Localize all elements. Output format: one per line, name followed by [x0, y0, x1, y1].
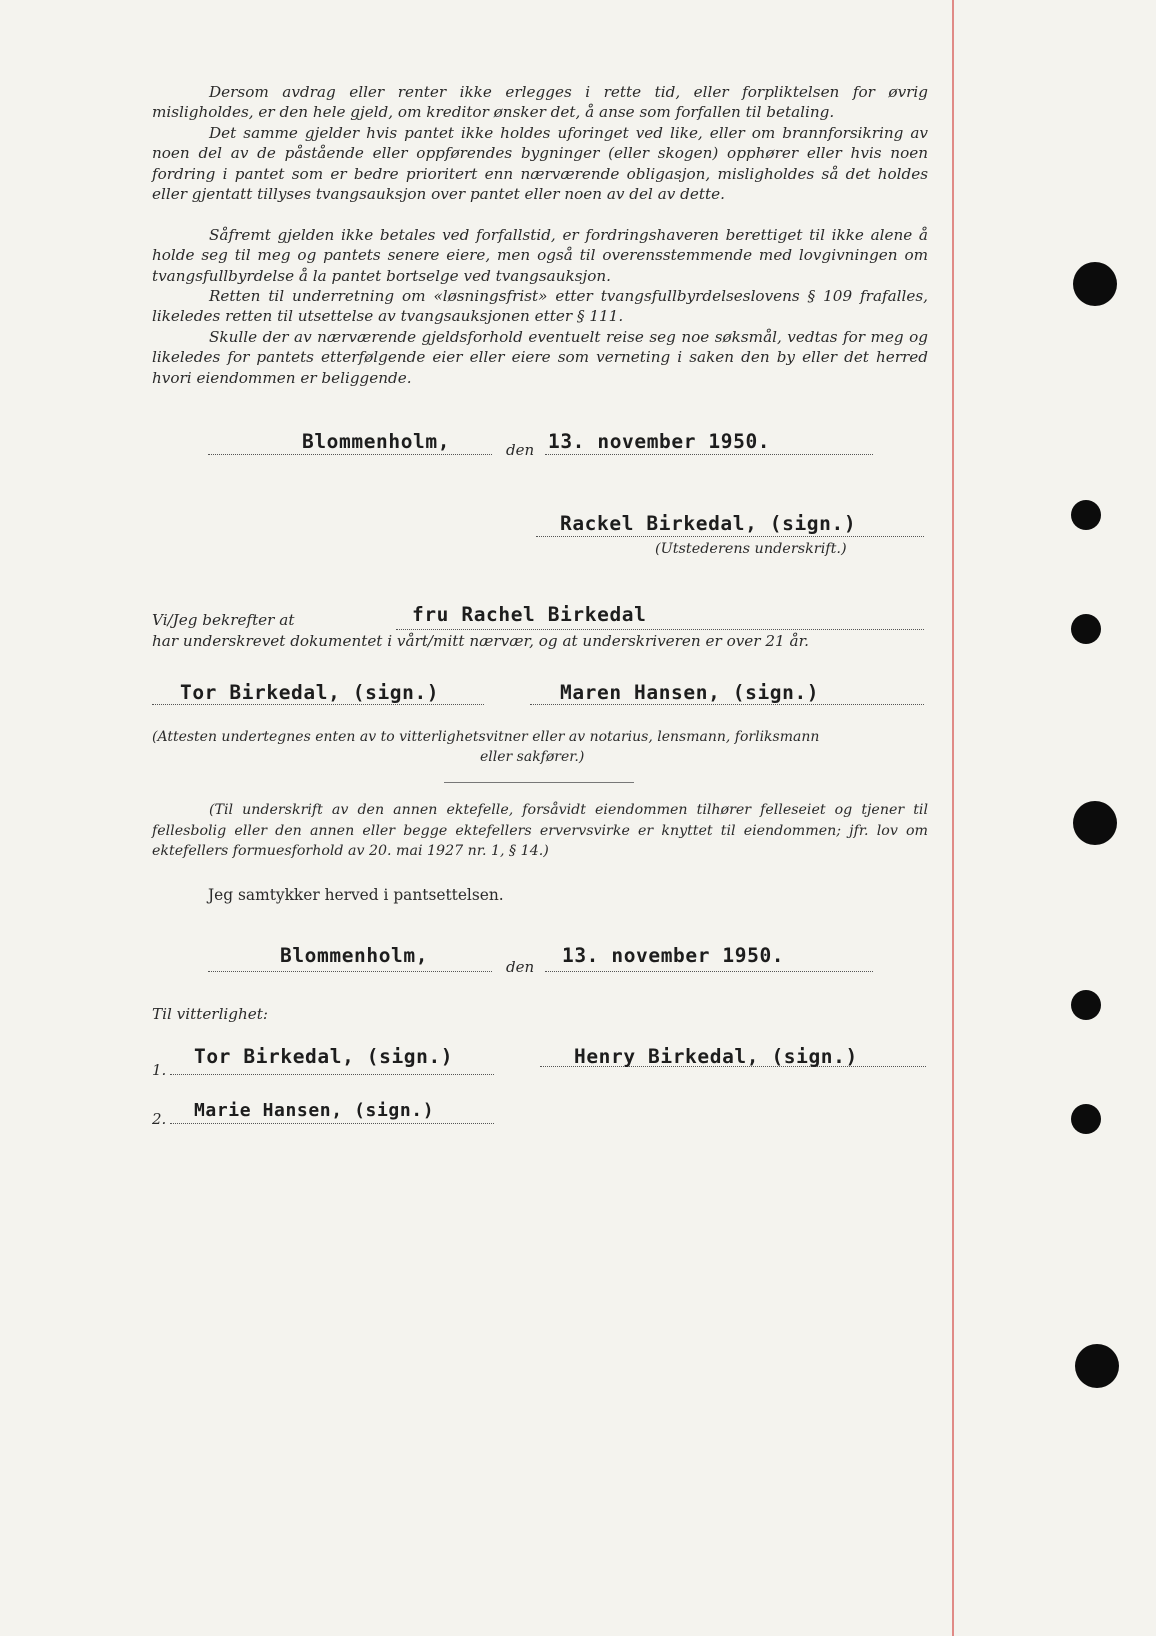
binder-hole [1071, 990, 1101, 1020]
witness-line-2 [530, 704, 924, 705]
witness-1-signature: Tor Birkedal, (sign.) [194, 1045, 454, 1068]
date-line [545, 454, 873, 455]
issuer-caption: (Utstederens underskrift.) [655, 541, 847, 557]
binder-hole [1073, 262, 1117, 306]
witness-heading: Til vitterlighet: [152, 1005, 268, 1023]
witness-number: 2. [152, 1110, 167, 1128]
attest-witness-2: Maren Hansen, (sign.) [560, 681, 820, 704]
attest-note-2: eller sakfører.) [480, 749, 585, 765]
witness-line-1 [152, 704, 484, 705]
place-line [208, 454, 492, 455]
confirm-name: fru Rachel Birkedal [412, 603, 647, 626]
date-line [545, 971, 873, 972]
confirm-prefix: Vi/Jeg bekrefter at [152, 611, 295, 629]
witness-2-signature: Marie Hansen, (sign.) [194, 1100, 435, 1121]
attest-witness-1: Tor Birkedal, (sign.) [180, 681, 440, 704]
witness-1b-signature: Henry Birkedal, (sign.) [574, 1045, 858, 1068]
witness-line [170, 1123, 494, 1124]
consent-text: Jeg samtykker herved i pantsettelsen. [208, 886, 504, 904]
terms-paragraph: Retten til underretning om «løsningsfrist» etter tvangsfullbyrdelseslovens § 109 frafalles, likeledes retten til utsettelse av tvangsauksjonen etter § 111. [152, 287, 928, 326]
spouse-place: Blommenholm, [280, 944, 429, 967]
divider [444, 782, 634, 783]
margin-line [952, 0, 954, 1636]
issue-place: Blommenholm, [302, 430, 451, 453]
spouse-den-label: den [506, 958, 535, 976]
confirm-suffix: har underskrevet dokumentet i vårt/mitt nærvær, og at underskriveren er over 21 år. [152, 632, 810, 650]
attest-note: (Attesten undertegnes enten av to vitterlighetsvitner eller av notarius, lensmann, forliksmann [152, 729, 820, 745]
binder-hole [1071, 500, 1101, 530]
terms-paragraph: Dersom avdrag eller renter ikke erlegges i rette tid, eller forpliktelsen for øvrig misligholdes, er den hele gjeld, om kreditor ønsker det, å anse som forfallen til betaling. [152, 83, 928, 122]
witness-number: 1. [152, 1061, 167, 1079]
place-line [208, 971, 492, 972]
issuer-signature: Rackel Birkedal, (sign.) [560, 512, 857, 535]
terms-paragraph: Såfremt gjelden ikke betales ved forfallstid, er fordringshaveren berettiget til ikke alene å holde seg til meg og pantets senere eiere, men også til overensstemmende med lovgivningen om tvangsfullbyrdelse å la pantet bortselge ved tvangsauksjon. [152, 226, 928, 285]
spouse-date: 13. november 1950. [562, 944, 785, 967]
binder-hole [1075, 1344, 1119, 1388]
binder-hole [1073, 801, 1117, 845]
confirm-line [396, 629, 924, 630]
issue-den-label: den [506, 441, 535, 459]
witness-line [170, 1074, 494, 1075]
spouse-note: (Til underskrift av den annen ektefelle, forsåvidt eiendommen tilhører felleseiet og tjener til fellesbolig eller den annen eller begge ektefellers ervervsvirke er knyttet til eiendommen; jfr. lov om ektefellers formuesforhold av 20. mai 1927 nr. 1, § 14.) [152, 802, 928, 859]
binder-hole [1071, 614, 1101, 644]
binder-hole [1071, 1104, 1101, 1134]
terms-paragraph: Skulle der av nærværende gjeldsforhold eventuelt reise seg noe søksmål, vedtas for meg og likeledes for pantets etterfølgende eier eller eiere som verneting i saken den by eller det herred hvori eiendommen er beliggende. [152, 328, 928, 387]
terms-paragraph: Det samme gjelder hvis pantet ikke holdes uforinget ved like, eller om brannforsikring av noen del av de påstående eller oppførendes bygninger (eller skogen) opphører eller hvis noen fordring i pantet som er bedre prioritert enn nærværende obligasjon, misligholdes så det holdes eller gjentatt tillyses tvangsauksjon over pantet eller noen av del av dette. [152, 124, 928, 204]
issue-date: 13. november 1950. [548, 430, 771, 453]
signer-line [536, 536, 924, 537]
